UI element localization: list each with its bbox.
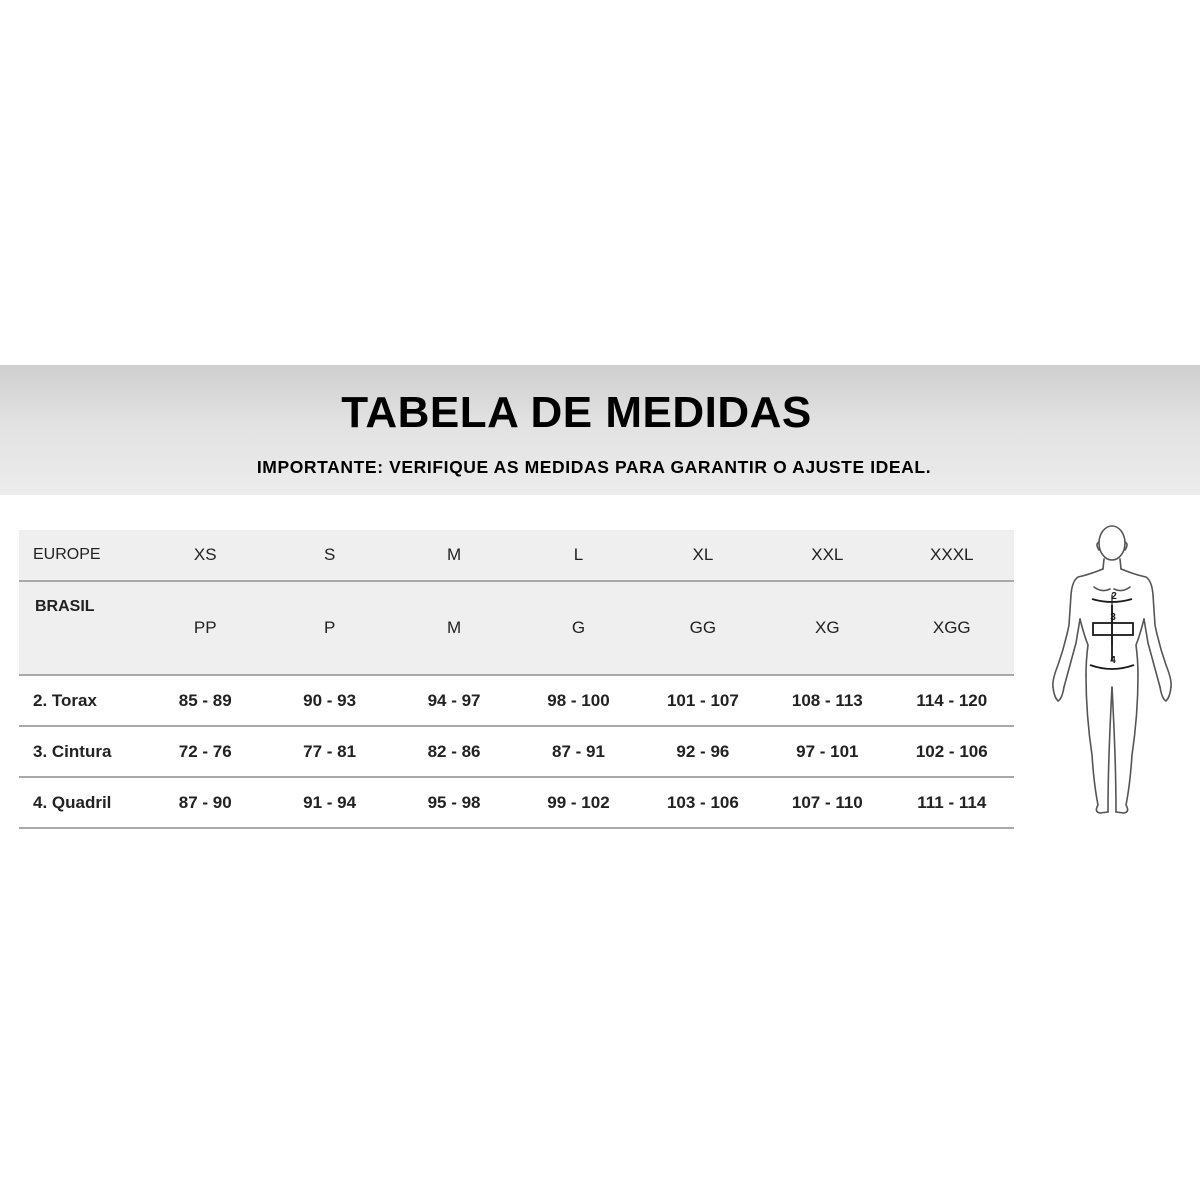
size-cell-europe: S: [267, 530, 391, 581]
measurement-cell: 94 - 97: [392, 675, 516, 726]
measurement-cell: 87 - 90: [143, 777, 267, 828]
size-cell-brasil: G: [516, 581, 640, 675]
size-cell-brasil: XGG: [890, 581, 1014, 675]
measurement-cell: 90 - 93: [267, 675, 391, 726]
measurement-cell: 85 - 89: [143, 675, 267, 726]
measurement-cell: 87 - 91: [516, 726, 640, 777]
body-outline-icon: [1040, 515, 1180, 825]
page-title: TABELA DE MEDIDAS: [341, 388, 812, 437]
measurement-cell: 97 - 101: [765, 726, 889, 777]
measurement-cell: 72 - 76: [143, 726, 267, 777]
measurement-cell: 99 - 102: [516, 777, 640, 828]
waist-measure-band: [1093, 623, 1133, 635]
row-label-torax: 2. Torax: [19, 675, 143, 726]
marker-3: 3: [1110, 612, 1116, 623]
size-cell-brasil: PP: [143, 581, 267, 675]
table-row-torax: [19, 675, 1014, 726]
measurement-cell: 102 - 106: [890, 726, 1014, 777]
size-cell-brasil: XG: [765, 581, 889, 675]
row-label-brasil: BRASIL: [19, 581, 143, 675]
row-label-quadril: 4. Quadril: [19, 777, 143, 828]
size-cell-brasil: M: [392, 581, 516, 675]
measurement-cell: 98 - 100: [516, 675, 640, 726]
measurement-cell: 82 - 86: [392, 726, 516, 777]
size-cell-brasil: P: [267, 581, 391, 675]
body-measurement-figure: [1040, 515, 1180, 825]
measurement-cell: 103 - 106: [641, 777, 765, 828]
measurement-cell: 91 - 94: [267, 777, 391, 828]
table-row-europe: [19, 530, 1014, 581]
measurement-cell: 107 - 110: [765, 777, 889, 828]
size-cell-europe: XL: [641, 530, 765, 581]
measurement-cell: 111 - 114: [890, 777, 1014, 828]
row-label-cintura: 3. Cintura: [19, 726, 143, 777]
measurement-cell: 108 - 113: [765, 675, 889, 726]
measurement-cell: 92 - 96: [641, 726, 765, 777]
measurement-cell: 95 - 98: [392, 777, 516, 828]
size-table: [19, 530, 1014, 829]
size-cell-europe: M: [392, 530, 516, 581]
size-cell-europe: XS: [143, 530, 267, 581]
measurement-cell: 101 - 107: [641, 675, 765, 726]
measurement-cell: 114 - 120: [890, 675, 1014, 726]
size-cell-europe: XXL: [765, 530, 889, 581]
table-row-brasil: [19, 581, 1014, 675]
marker-4: 4: [1110, 655, 1116, 666]
row-label-europe: EUROPE: [19, 530, 143, 581]
measurement-cell: 77 - 81: [267, 726, 391, 777]
size-cell-brasil: GG: [641, 581, 765, 675]
table-row-quadril: [19, 777, 1014, 828]
size-cell-europe: XXXL: [890, 530, 1014, 581]
size-cell-europe: L: [516, 530, 640, 581]
table-row-cintura: [19, 726, 1014, 777]
marker-2: 2: [1111, 591, 1117, 602]
page-subtitle: IMPORTANTE: VERIFIQUE AS MEDIDAS PARA GARANTIR O AJUSTE IDEAL.: [256, 457, 932, 477]
